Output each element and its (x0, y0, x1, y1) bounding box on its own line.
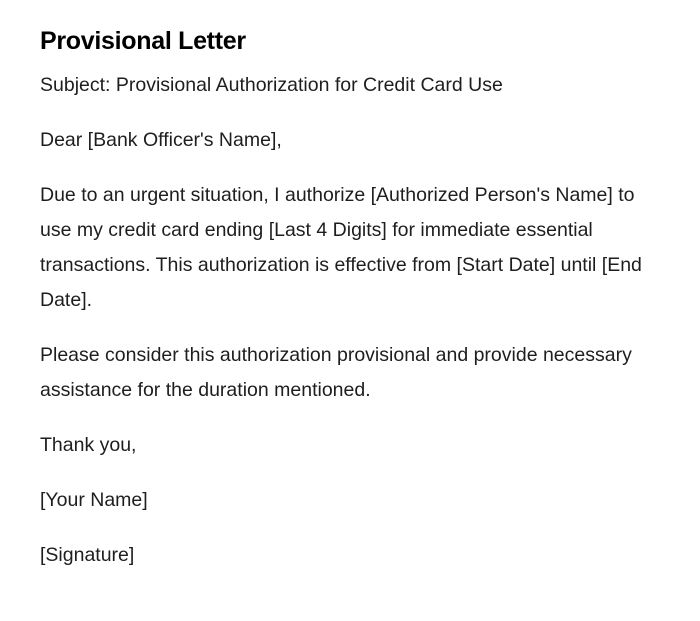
letter-body-paragraph-1: Due to an urgent situation, I authorize [Authorized Person's Name] to use my credit card ending [Last 4 Digits] for immediate essential transactions. This authorization is effective from [Start Date] until [End Date]. (40, 184, 642, 311)
letter-title: Provisional Letter (40, 27, 246, 55)
letter-salutation: Dear [Bank Officer's Name], (40, 129, 282, 151)
letter-document (40, 24, 660, 573)
letter-body-paragraph-2: Please consider this authorization provisional and provide necessary assistance for the duration mentioned. (40, 344, 632, 401)
letter-closing: Thank you, (40, 434, 137, 456)
letter-subject: Subject: Provisional Authorization for Credit Card Use (40, 74, 503, 96)
letter-name-placeholder: [Your Name] (40, 489, 148, 511)
letter-signature-placeholder: [Signature] (40, 544, 135, 566)
